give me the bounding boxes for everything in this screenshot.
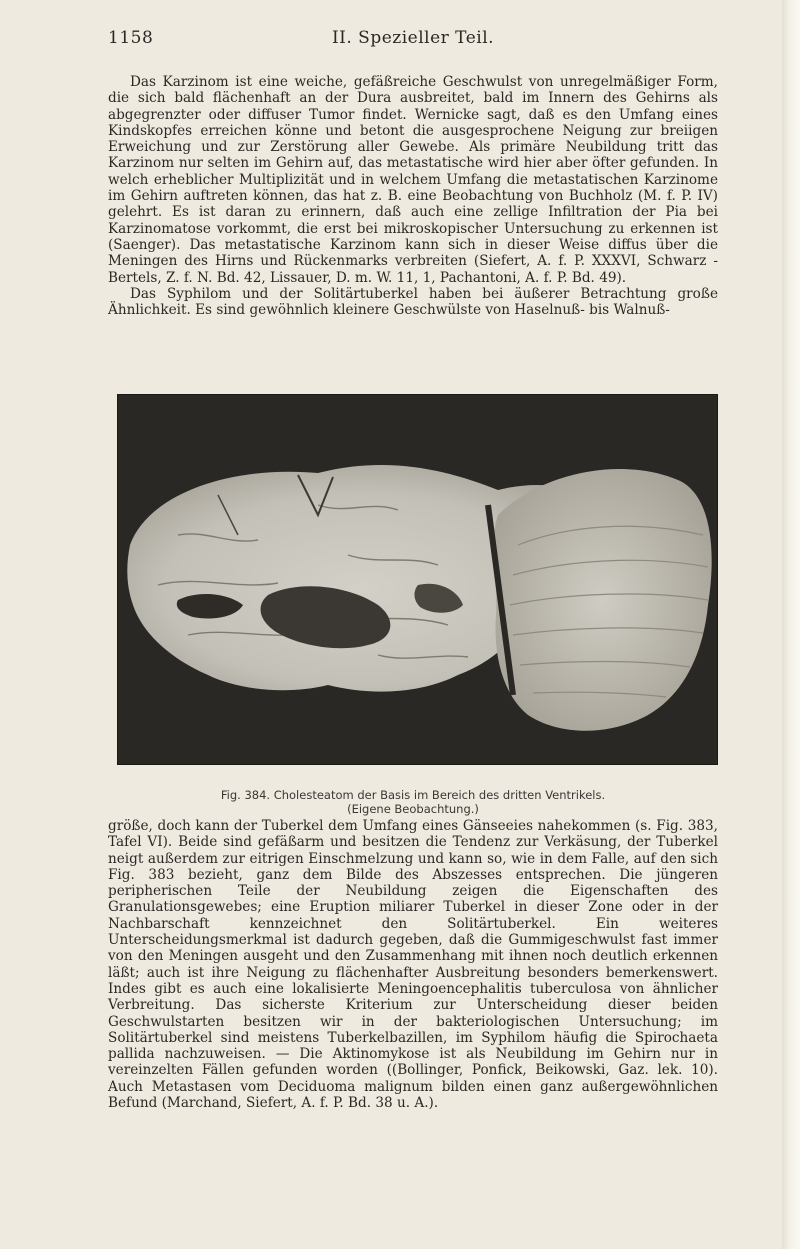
figure-brain-section <box>117 394 718 765</box>
caption-title: Fig. 384. Cholesteatom der Basis im Bereich des dritten Ventrikels. <box>220 788 606 802</box>
page-number: 1158 <box>108 28 154 48</box>
paragraph-karzinom: Das Karzinom ist eine weiche, gefäßreiche Geschwulst von unregelmäßiger Form, die sich bald flächenhaft an der Dura ausbreitet, bald im Innern des Gehirns als abgegrenzter oder diffuser Tumor findet. Wernicke sagt, daß es den Umfang eines Kindskopfes erreichen könne und betont die ausgesprochene Neigung zur breiigen Erweichung und zur Zerstörung aller Gewebe. Als primäre Neubildung tritt das Karzinom nur selten im Gehirn auf, das metastatische wird hier aber öfter gefunden. In welch erheblicher Multiplizität und in welchem Umfang die metastatischen Karzinome im Gehirn auftreten können, das hat z. B. eine Beobachtung von Buchholz (M. f. P. IV) gelehrt. Es ist daran zu erinnern, daß auch eine zellige Infiltration der Pia bei Karzinomatose vorkommt, die erst bei mikroskopischer Untersuchung zu erkennen ist (Saenger). Das metastatische Karzinom kann sich in dieser Weise diffus über die Meningen des Hirns und Rückenmarks verbreiten (Siefert, A. f. P. XXXVI, Schwarz - Bertels, Z. f. N. Bd. 42, Lissauer, D. m. W. 11, 1, Pachantoni, A. f. P. Bd. 49). <box>108 74 718 286</box>
page-edge <box>782 0 800 1249</box>
figure-caption <box>108 788 718 816</box>
caption-source: (Eigene Beobachtung.) <box>347 802 479 816</box>
brain-section-illustration <box>118 395 717 764</box>
body-text-top <box>108 74 718 318</box>
running-title: II. Spezieller Teil. <box>331 28 495 48</box>
paragraph-tuberkel: größe, doch kann der Tuberkel dem Umfang eines Gänseeies nahekommen (s. Fig. 383, Tafel VI). Beide sind gefäßarm und besitzen die Tendenz zur Verkäsung, der Tuberkel neigt außerdem zur eitrigen Einschmelzung und kann so, wie in dem Falle, auf den sich Fig. 383 bezieht, ganz dem Bilde des Abszesses entsprechen. Die jüngeren peripherischen Teile der Neubildung zeigen die Eigenschaften des Granulationsgewebes; eine Eruption miliarer Tuberkel in dieser Zone oder in der Nachbarschaft kennzeichnet den Solitärtuberkel. Ein weiteres Unterscheidungsmerkmal ist dadurch gegeben, daß die Gummigeschwulst fast immer von den Meningen ausgeht und den Zusammenhang mit ihnen noch deutlich erkennen läßt; auch ist ihre Neigung zu flächenhafter Ausbreitung besonders bemerkenswert. Indes gibt es auch eine lokalisierte Meningoencephalitis tuberculosa von ähnlicher Verbreitung. Das sicherste Kriterium zur Unterscheidung dieser beiden Geschwulstarten besitzen wir in der bakteriologischen Untersuchung; im Solitärtuberkel sind meistens Tuberkelbazillen, im Syphilom häufig die Spirochaeta pallida nachzuweisen. — Die Aktinomykose ist als Neubildung im Gehirn nur in vereinzelten Fällen gefunden worden ((Bollinger, Ponfick, Beikowski, Gaz. lek. 10). Auch Metastasen vom Deciduoma malignum bilden einen ganz außergewöhnlichen Befund (Marchand, Siefert, A. f. P. Bd. 38 u. A.). <box>108 818 718 1112</box>
body-text-bottom <box>108 818 718 1111</box>
page-header <box>108 28 718 58</box>
paragraph-syphilom: Das Syphilom und der Solitärtuberkel haben bei äußerer Betrachtung große Ähnlichkeit. Es sind gewöhnlich kleinere Geschwülste von Haselnuß- bis Walnuß- <box>108 285 718 319</box>
